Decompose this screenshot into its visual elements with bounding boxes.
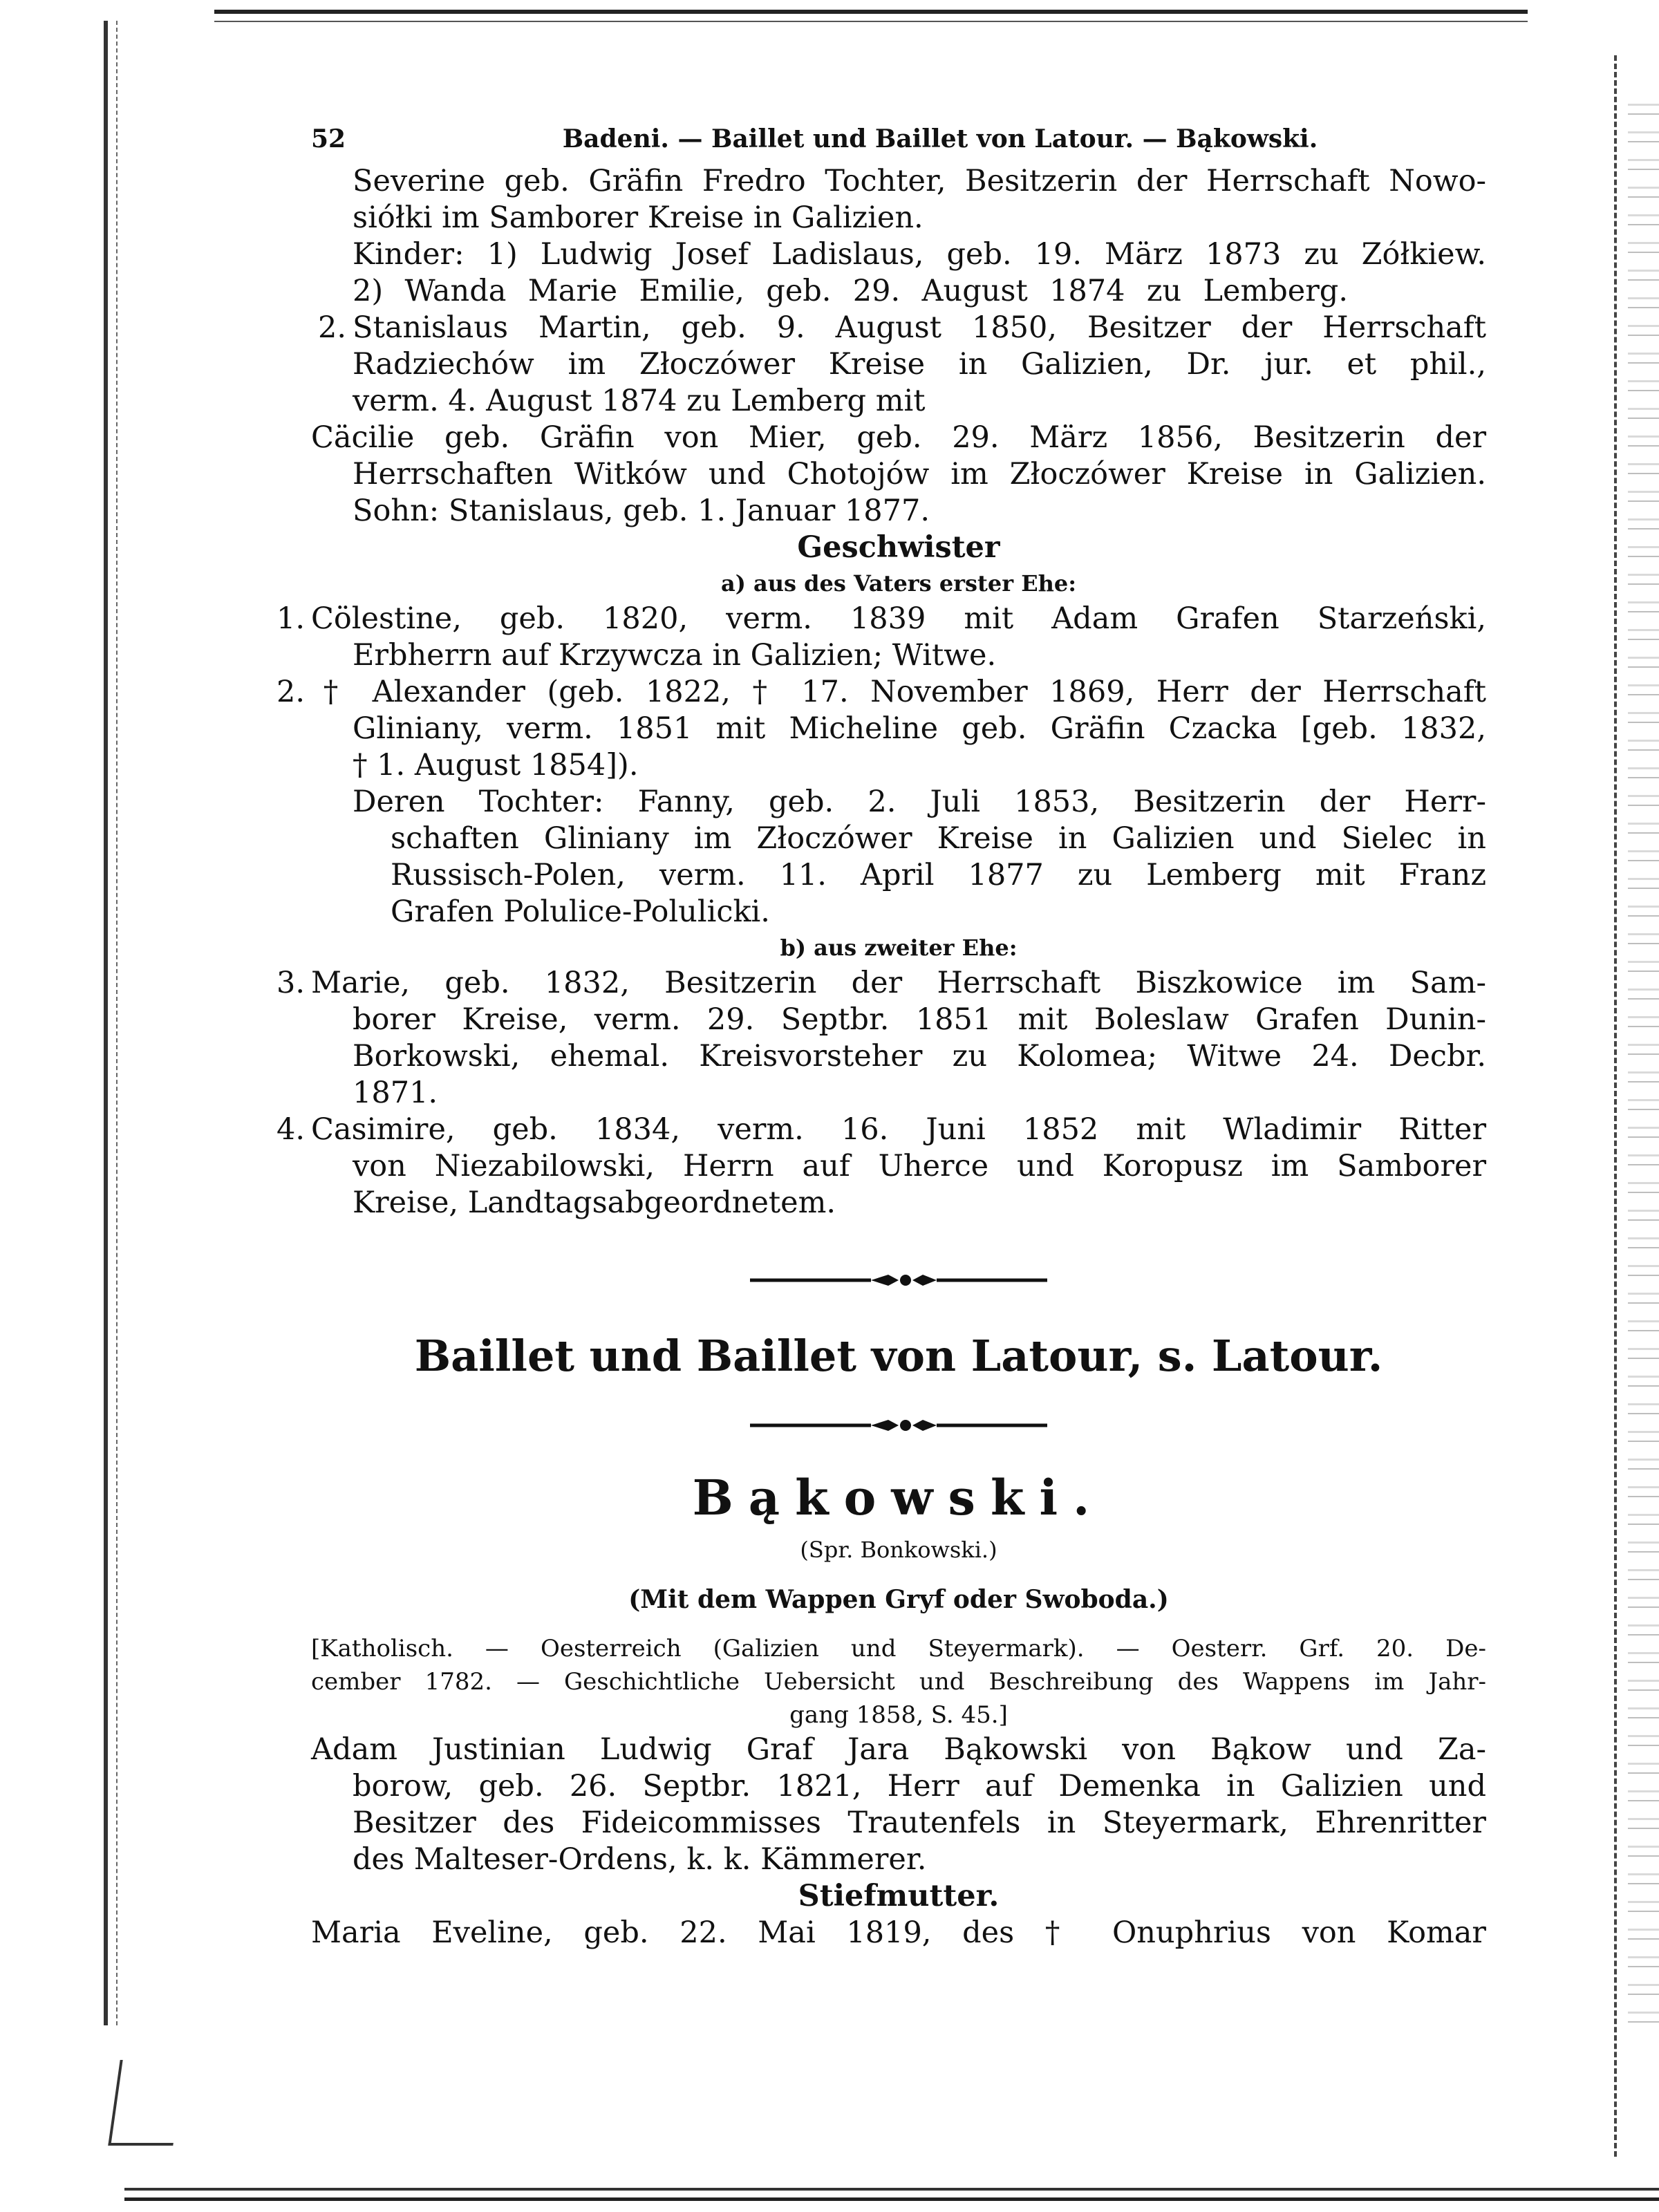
section-divider-ornament xyxy=(750,1270,1047,1291)
text-line: Cäcilie geb. Gräfin von Mier, geb. 29. März 1856, Besitzerin der xyxy=(311,420,1486,455)
text-line: 1871. xyxy=(353,1076,438,1110)
text-line: siółki im Samborer Kreise in Galizien. xyxy=(353,200,924,235)
entry-line xyxy=(311,310,1486,346)
text-line: schaften Gliniany im Złoczówer Kreise in Galizien und Sielec in xyxy=(391,821,1486,856)
entry-line xyxy=(276,674,1486,711)
text-line: Adam Justinian Ludwig Graf Jara Bąkowski von Bąkow und Za- xyxy=(311,1732,1486,1767)
note-line: gang 1858, S. 45.] xyxy=(789,1701,1008,1729)
running-title: Badeni. — Baillet und Baillet von Latour. — Bąkowski. xyxy=(562,124,1318,153)
scan-right-border xyxy=(1614,55,1624,2157)
subheading-first-marriage: a) aus des Vaters erster Ehe: xyxy=(720,570,1077,597)
scan-corner-mark xyxy=(108,2060,185,2146)
text-line: Kreise, Landtagsabgeordnetem. xyxy=(353,1185,836,1220)
entry-text: Cölestine, geb. 1820, verm. 1839 mit Adam Grafen Starzeński, xyxy=(311,601,1486,636)
entry-line xyxy=(276,965,1486,1002)
text-line: Russisch-Polen, verm. 11. April 1877 zu Lemberg mit Franz xyxy=(391,858,1486,892)
running-header xyxy=(311,124,1486,163)
text-line: Kinder: 1) Ludwig Josef Ladislaus, geb. 19. März 1873 zu Zółkiew. xyxy=(353,237,1486,272)
entry-text: Stanislaus Martin, geb. 9. August 1850, Besitzer der Herrschaft xyxy=(353,310,1486,345)
entry-text: Casimire, geb. 1834, verm. 16. Juni 1852 mit Wladimir Ritter xyxy=(311,1112,1486,1147)
badeni-section xyxy=(276,163,1486,1221)
book-page xyxy=(276,124,1486,1951)
text-line: Erbherrn auf Krzywcza in Galizien; Witwe. xyxy=(353,638,997,673)
note-line: cember 1782. — Geschichtliche Uebersicht und Beschreibung des Wappens im Jahr- xyxy=(311,1668,1486,1696)
entry-number: 2. xyxy=(318,310,347,345)
coat-of-arms-note: (Mit dem Wappen Gryf oder Swoboda.) xyxy=(628,1585,1169,1614)
subheading-stiefmutter: Stiefmutter. xyxy=(798,1879,1000,1913)
entry-text: † Alexander (geb. 1822, † 17. November 1869, Herr der Herrschaft xyxy=(311,675,1486,709)
facing-page-bleed xyxy=(1628,104,1659,2039)
text-line: des Malteser-Ordens, k. k. Kämmerer. xyxy=(353,1842,927,1877)
text-line: 2) Wanda Marie Emilie, geb. 29. August 1874 zu Lemberg. xyxy=(353,274,1348,308)
entry-number: 1. xyxy=(276,601,306,636)
text-line: † 1. August 1854]). xyxy=(353,748,639,782)
scan-top-border xyxy=(214,10,1528,22)
entry-number: 4. xyxy=(276,1112,306,1147)
text-line: borow, geb. 26. Septbr. 1821, Herr auf Demenka in Galizien und xyxy=(353,1769,1486,1803)
pronunciation-note: (Spr. Bonkowski.) xyxy=(800,1537,997,1563)
scan-bottom-border xyxy=(124,2188,1659,2201)
family-info-block xyxy=(311,1632,1486,1732)
subheading-geschwister: Geschwister xyxy=(797,530,1000,565)
entry-line xyxy=(276,1112,1486,1148)
text-line: Maria Eveline, geb. 22. Mai 1819, des † Onuphrius von Komar xyxy=(311,1915,1486,1950)
text-line: von Niezabilowski, Herrn auf Uherce und Koropusz im Samborer xyxy=(353,1149,1486,1183)
page-number: 52 xyxy=(311,124,346,153)
text-line: Deren Tochter: Fanny, geb. 2. Juli 1853, Besitzerin der Herr- xyxy=(353,785,1486,819)
text-line: Herrschaften Witków und Chotojów im Złoczówer Kreise in Galizien. xyxy=(353,457,1486,491)
text-line: Gliniany, verm. 1851 mit Micheline geb. Gräfin Czacka [geb. 1832, xyxy=(353,711,1486,746)
scan-left-border xyxy=(104,21,118,2025)
note-line: [Katholisch. — Oesterreich (Galizien und Steyermark). — Oesterr. Grf. 20. De- xyxy=(311,1635,1486,1662)
text-line: Grafen Polulice-Polulicki. xyxy=(391,894,770,929)
section-divider-ornament xyxy=(750,1415,1047,1436)
text-line: Borkowski, ehemal. Kreisvorsteher zu Kolomea; Witwe 24. Decbr. xyxy=(353,1039,1486,1074)
text-line: Severine geb. Gräfin Fredro Tochter, Besitzerin der Herrschaft Nowo- xyxy=(353,164,1486,198)
subheading-second-marriage: b) aus zweiter Ehe: xyxy=(780,935,1018,961)
entry-text: Marie, geb. 1832, Besitzerin der Herrschaft Biszkowice im Sam- xyxy=(311,966,1486,1000)
baillet-heading: Baillet und Baillet von Latour, s. Latour. xyxy=(414,1331,1383,1381)
text-line: Sohn: Stanislaus, geb. 1. Januar 1877. xyxy=(353,494,930,528)
bakowski-heading: Bąkowski. xyxy=(692,1469,1105,1526)
entry-number: 3. xyxy=(276,966,306,1000)
text-line: Radziechów im Złoczówer Kreise in Galizien, Dr. jur. et phil., xyxy=(353,347,1486,382)
text-line: verm. 4. August 1874 zu Lemberg mit xyxy=(353,384,926,418)
text-line: Besitzer des Fideicommisses Trautenfels in Steyermark, Ehrenritter xyxy=(353,1806,1486,1840)
text-line: borer Kreise, verm. 29. Septbr. 1851 mit Boleslaw Grafen Dunin- xyxy=(353,1002,1486,1037)
bakowski-section xyxy=(311,1463,1486,1951)
entry-number: 2. xyxy=(276,675,306,709)
entry-line xyxy=(276,601,1486,637)
